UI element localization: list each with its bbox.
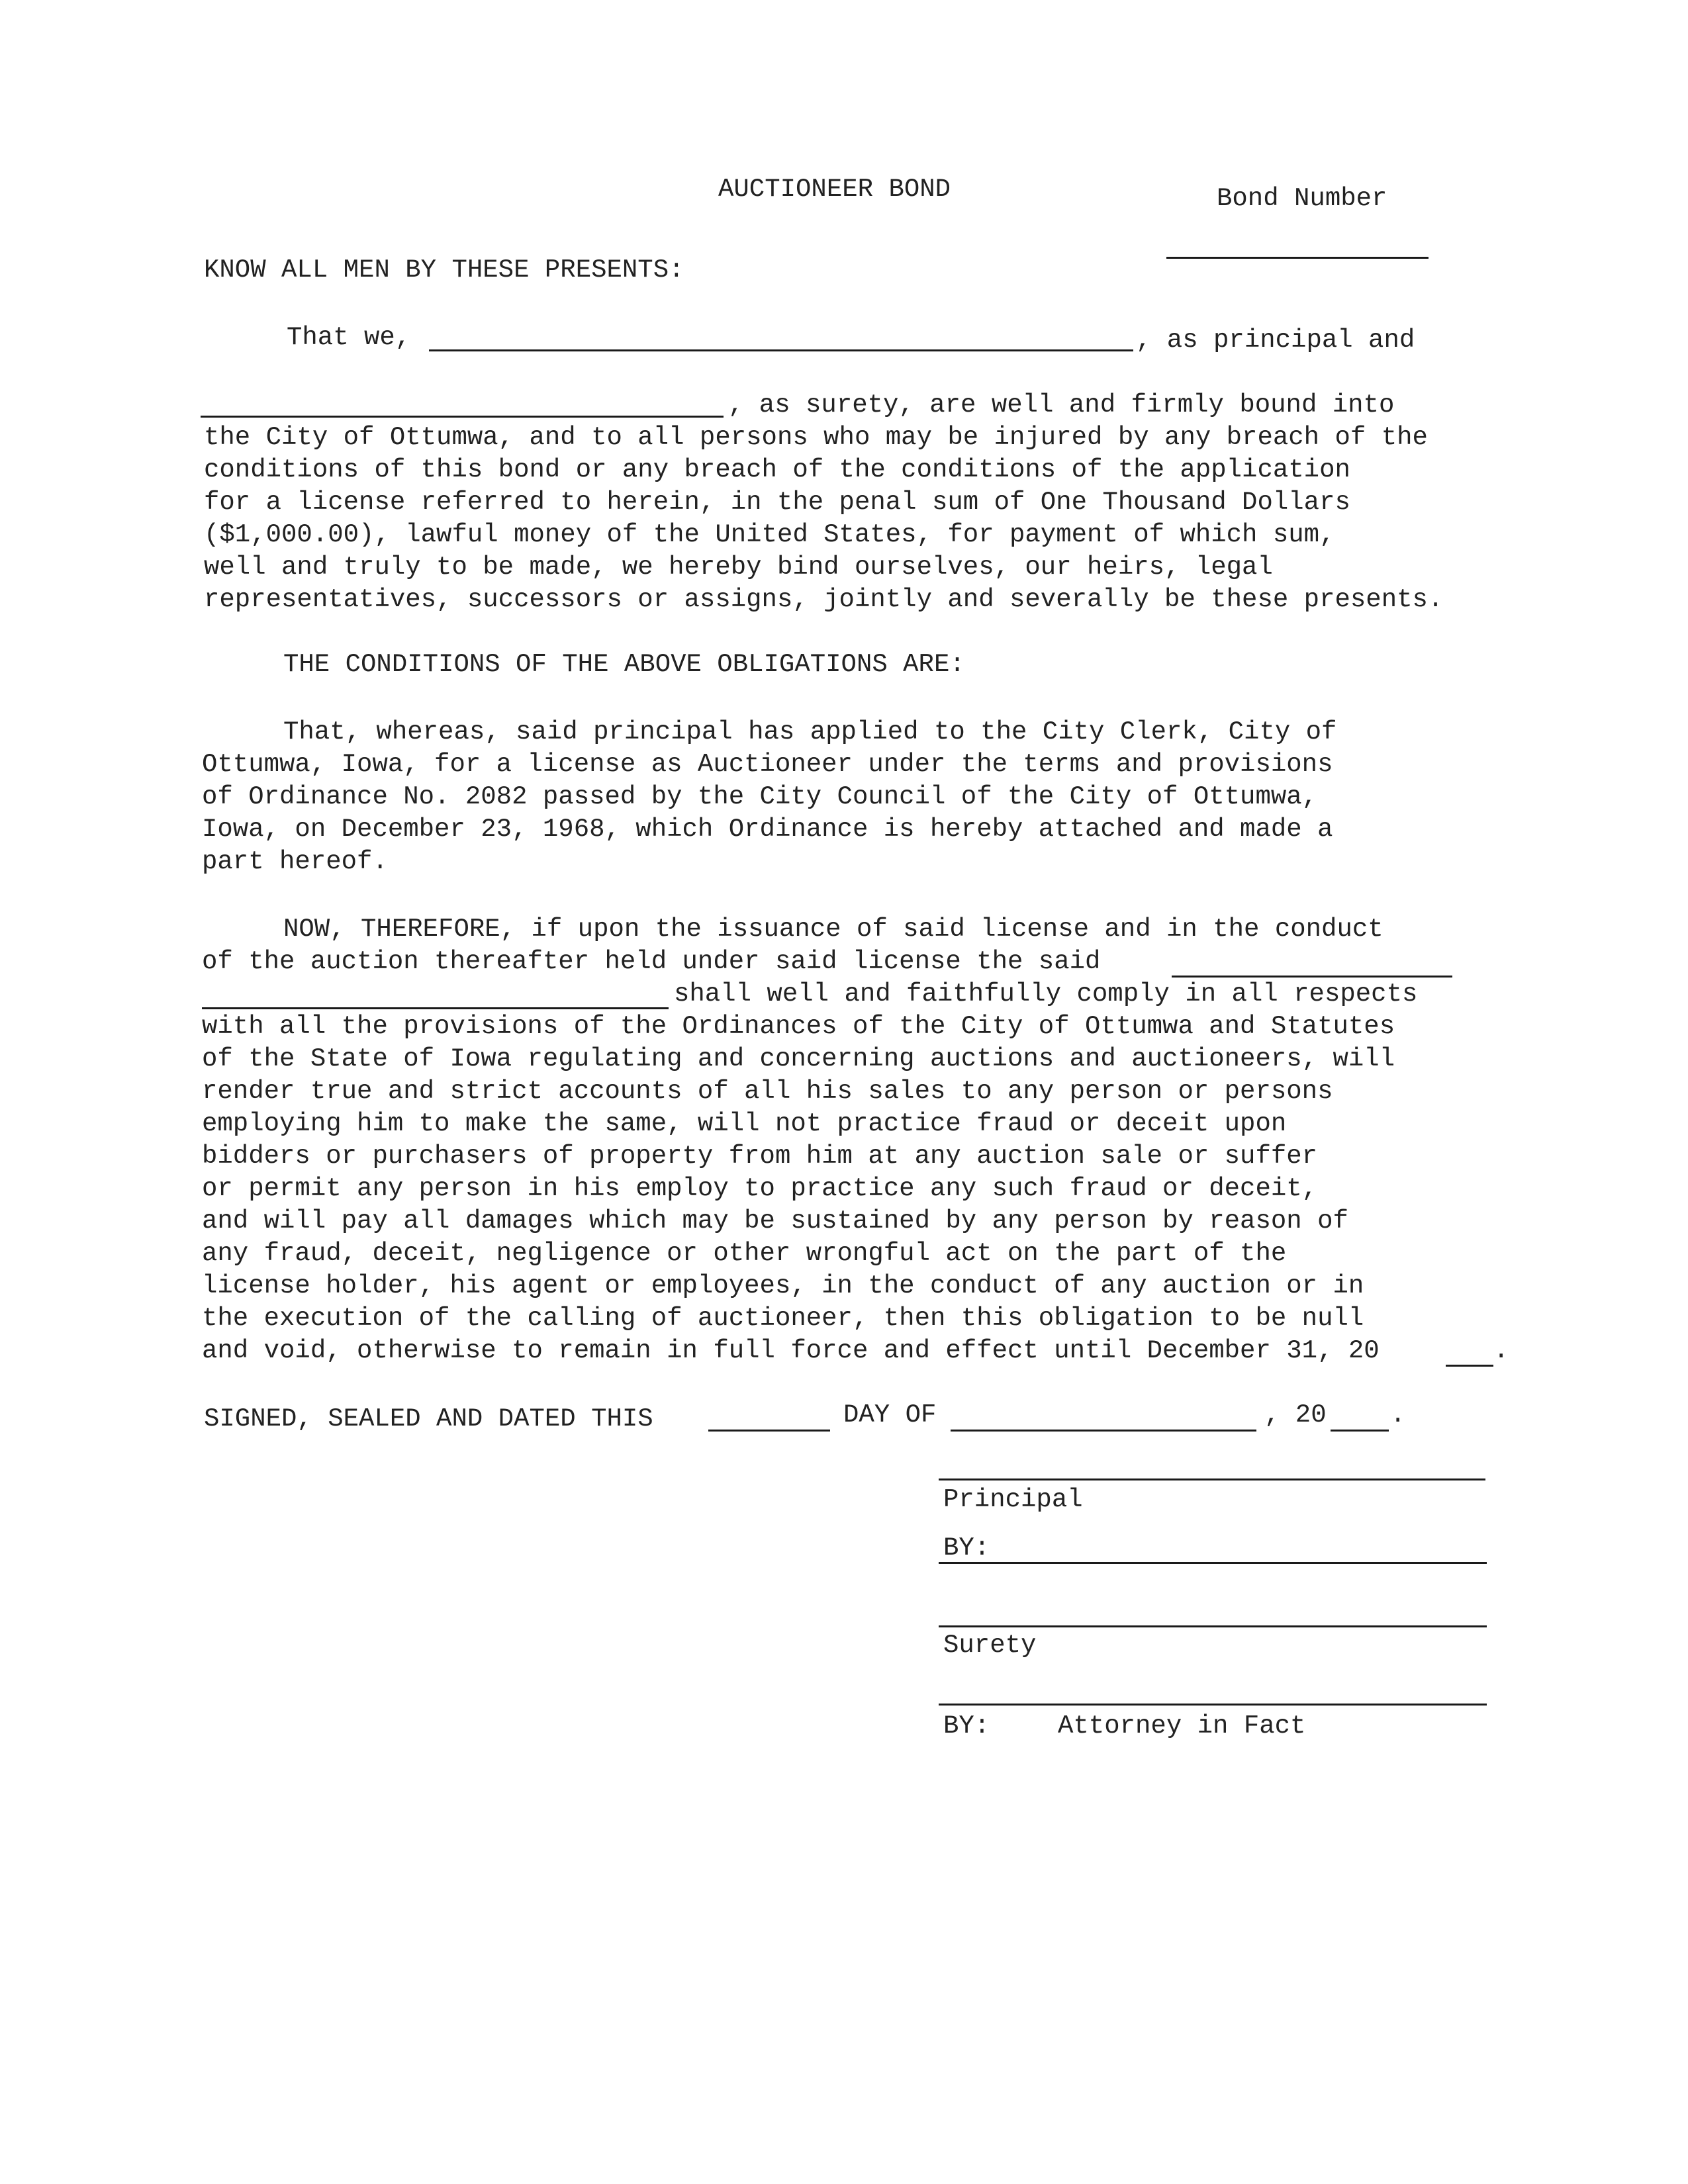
now-line: render true and strict accounts of all his sales to any person or persons (202, 1077, 1333, 1106)
signed-year-field[interactable] (1331, 1430, 1389, 1432)
principal-signature-field[interactable] (939, 1479, 1485, 1480)
whereas-line: That, whereas, said principal has applied to the City Clerk, City of (283, 717, 1337, 747)
now-line: NOW, THEREFORE, if upon the issuance of said license and in the conduct (283, 915, 1383, 944)
now-line: bidders or purchasers of property from him at any auction sale or suffer (202, 1142, 1318, 1171)
licensee-name-field-2[interactable] (202, 1007, 669, 1009)
signed-day-of: DAY OF (843, 1400, 937, 1430)
surety-line: well and truly to be made, we hereby bind ourselves, our heirs, legal (204, 553, 1273, 582)
that-we-prefix: That we, (287, 323, 411, 352)
expiry-year-field[interactable] (1446, 1365, 1493, 1367)
now-line: or permit any person in his employ to practice any such fraud or deceit, (202, 1174, 1318, 1203)
surety-line: representatives, successors or assigns, jointly and severally be these presents. (204, 585, 1444, 614)
that-we-suffix: , as principal and (1136, 326, 1415, 355)
signed-prefix: SIGNED, SEALED AND DATED THIS (204, 1404, 653, 1433)
now-line: with all the provisions of the Ordinances of the City of Ottumwa and Statutes (202, 1012, 1395, 1041)
signed-month-field[interactable] (951, 1430, 1256, 1432)
whereas-line: part hereof. (202, 847, 388, 876)
surety-by-field[interactable] (939, 1704, 1487, 1706)
know-all-men-heading: KNOW ALL MEN BY THESE PRESENTS: (204, 255, 684, 285)
whereas-line: Iowa, on December 23, 1968, which Ordinance is hereby attached and made a (202, 815, 1333, 844)
now-line: license holder, his agent or employees, in the conduct of any auction or in (202, 1271, 1364, 1300)
bond-number-field[interactable] (1166, 257, 1429, 259)
now-line: and will pay all damages which may be sustained by any person by reason of (202, 1206, 1348, 1236)
document-title: AUCTIONEER BOND (718, 175, 951, 204)
surety-line: conditions of this bond or any breach of the conditions of the application (204, 455, 1350, 484)
now-line: the execution of the calling of auctioneer, then this obligation to be null (202, 1304, 1364, 1333)
licensee-name-field-1[interactable] (1172, 976, 1452, 978)
surety-line: the City of Ottumwa, and to all persons who may be injured by any breach of the (204, 423, 1428, 452)
now-line: of the auction thereafter held under said license the said (202, 947, 1101, 976)
surety-line: for a license referred to herein, in the penal sum of One Thousand Dollars (204, 488, 1350, 517)
by-label: BY: (943, 1533, 990, 1563)
now-line: of the State of Iowa regulating and concerning auctions and auctioneers, will (202, 1044, 1395, 1073)
attorney-label: Attorney in Fact (1058, 1711, 1306, 1741)
now-last-line: and void, otherwise to remain in full force and effect until December 31, 20 (202, 1336, 1380, 1365)
whereas-line: of Ordinance No. 2082 passed by the City Council of the City of Ottumwa, (202, 782, 1318, 811)
signed-comma-year: , 20 (1264, 1400, 1327, 1430)
by2-label: BY: (943, 1711, 990, 1741)
principal-by-field[interactable] (939, 1562, 1487, 1564)
principal-name-field[interactable] (429, 349, 1133, 351)
signed-end: . (1390, 1400, 1406, 1430)
principal-label: Principal (943, 1485, 1083, 1514)
signed-day-field[interactable] (708, 1430, 830, 1432)
now-line3-suffix: shall well and faithfully comply in all respects (674, 979, 1418, 1009)
surety-label: Surety (943, 1631, 1037, 1660)
bond-number-label: Bond Number (1217, 184, 1387, 213)
surety-signature-field[interactable] (939, 1625, 1487, 1627)
surety-line: ($1,000.00), lawful money of the United States, for payment of which sum, (204, 520, 1335, 549)
now-last-line-end: . (1493, 1336, 1509, 1365)
surety-name-field[interactable] (201, 416, 724, 418)
whereas-line: Ottumwa, Iowa, for a license as Auctioneer under the terms and provisions (202, 750, 1333, 779)
conditions-heading: THE CONDITIONS OF THE ABOVE OBLIGATIONS ARE: (283, 650, 965, 679)
now-line: any fraud, deceit, negligence or other wrongful act on the part of the (202, 1239, 1287, 1268)
now-line: employing him to make the same, will not practice fraud or deceit upon (202, 1109, 1287, 1138)
surety-line1-suffix: , as surety, are well and firmly bound into (728, 390, 1395, 420)
